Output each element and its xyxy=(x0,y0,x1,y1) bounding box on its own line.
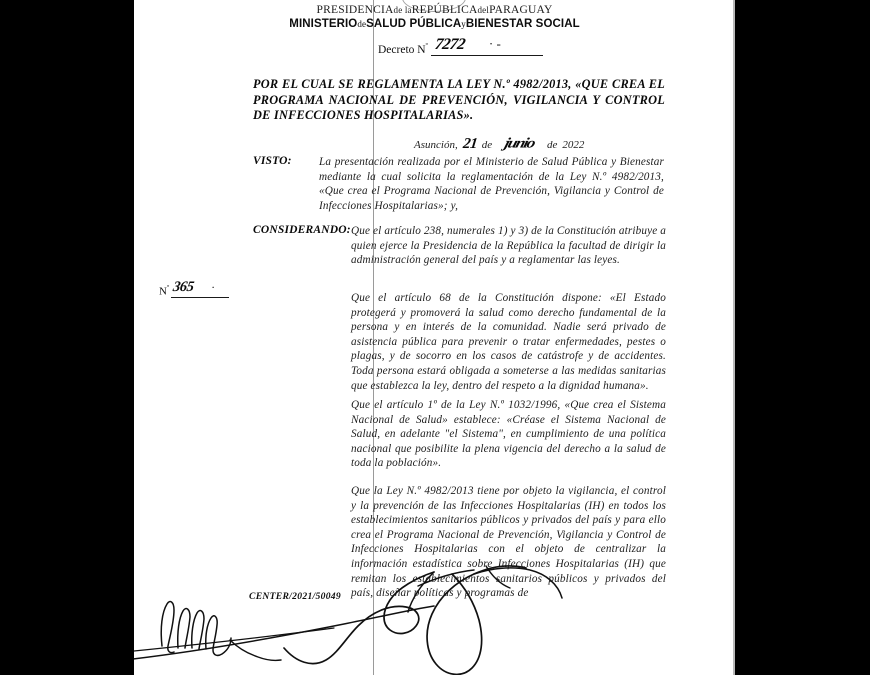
masthead-line-presidencia xyxy=(134,4,735,17)
section-visto xyxy=(253,155,668,213)
section-considerando-label: CONSIDERANDO: xyxy=(253,224,351,236)
decree-label-text: Decreto N xyxy=(378,44,426,56)
dateline-de-2: de xyxy=(546,139,558,151)
decree-number-label xyxy=(378,41,428,56)
margin-number-field xyxy=(171,281,229,298)
masthead-del: del xyxy=(477,5,490,15)
masthead-republica: REPÚBLICA xyxy=(411,4,478,16)
decree-trailing-mark: · - xyxy=(488,36,501,51)
section-considerando xyxy=(253,224,668,268)
margin-number-label xyxy=(159,284,169,298)
decree-number-line xyxy=(378,38,543,56)
masthead xyxy=(134,4,735,31)
paragraph-ley-4982-2013: Que la Ley N.º 4982/2013 tiene por objeto la vigilancia, el control y la prevención de las Infecciones Hospitalarias (IH) en todos los establecimientos sanitarios públicos y privados del país y para ello crea el Programa Nacional de Prevención, Vigilancia y Control de Infecciones Hospitalarias con el objeto de centralizar la información estadística sobre Infecciones Hospitalarias (IH) que remitan los establecimientos sanitarios públicos y privados del país, diseñar políticas y programas de xyxy=(351,485,666,600)
masthead-y: y xyxy=(461,19,466,29)
margin-annotation-number xyxy=(159,281,229,298)
decree-number-field xyxy=(431,38,543,56)
reference-code: CENTER/2021/50049 xyxy=(249,591,341,602)
masthead-bienestar-social: BIENESTAR SOCIAL xyxy=(465,18,580,30)
masthead-dela: de la xyxy=(393,5,412,15)
dateline xyxy=(414,133,584,153)
dateline-day-handwritten: 21 xyxy=(461,136,478,152)
dateline-year: 2022 xyxy=(562,139,585,151)
page-edge-shadow xyxy=(733,0,735,675)
section-visto-label: VISTO: xyxy=(253,155,292,167)
handwritten-signature-icon xyxy=(134,602,434,661)
dateline-de-1: de xyxy=(481,139,493,151)
masthead-line-ministerio xyxy=(134,17,735,31)
paragraph-articulo-68: Que el artículo 68 de la Constitución dispone: «El Estado protegerá y promoverá la salud como derecho fundamental de la persona y en interés de la comunidad. Nadie será privado de asistencia pública para prevenir o tratar enfermedades, pestes o plagas, y de socorro en los casos de catástrofe y de accidentes. Toda persona estará obligada a someterse a las medidas sanitarias que establezca la ley, dentro del respeto a la dignidad humana». xyxy=(351,292,666,392)
margin-number-handwritten: 365 xyxy=(171,279,196,295)
masthead-ministerio: MINISTERIO xyxy=(289,18,358,30)
section-considerando-body: Que el artículo 238, numerales 1) y 3) de la Constitución atribuye a quien ejerce la Presidencia de la República la facultad de dirigir la administración general del país y a reglamentar las leyes. xyxy=(351,225,667,267)
margin-label-ordinal: º xyxy=(166,284,170,293)
masthead-de: de xyxy=(357,19,367,29)
masthead-presidencia: PRESIDENCIA xyxy=(316,4,394,16)
decree-number-handwritten: 7272 xyxy=(433,36,466,53)
dateline-city: Asunción, xyxy=(414,139,458,151)
masthead-paraguay: PARAGUAY xyxy=(489,4,553,16)
decree-title: POR EL CUAL SE REGLAMENTA LA LEY N.º 4982/2013, «QUE CREA EL PROGRAMA NACIONAL DE PREVENCIÓN, VIGILANCIA Y CONTROL DE INFECCIONES HOSPITALARIAS». xyxy=(253,77,665,122)
scanned-document-page xyxy=(134,0,735,675)
dateline-month-handwritten: junio xyxy=(502,134,537,151)
margin-trailing-mark: · xyxy=(211,280,216,294)
paragraph-ley-1032-1996: Que el artículo 1º de la Ley N.º 1032/1996, «Que crea el Sistema Nacional de Salud» establece: «Créase el Sistema Nacional de Salud, en adelante "el Sistema", en cumplimiento de una política nacional que posibilite la plena vigencia del derecho a la salud de toda la población». xyxy=(351,399,666,470)
section-visto-body: La presentación realizada por el Ministerio de Salud Pública y Bienestar mediante la cual solicita la reglamentación de la Ley N.º 4982/2013, «Que crea el Programa Nacional de Prevención, Vigilancia y Control de Infecciones Hospitalarias»; y, xyxy=(319,156,664,212)
masthead-salud-publica: SALUD PÚBLICA xyxy=(366,18,462,30)
margin-label-text: N xyxy=(159,286,167,298)
decree-label-ordinal: º xyxy=(425,41,428,51)
